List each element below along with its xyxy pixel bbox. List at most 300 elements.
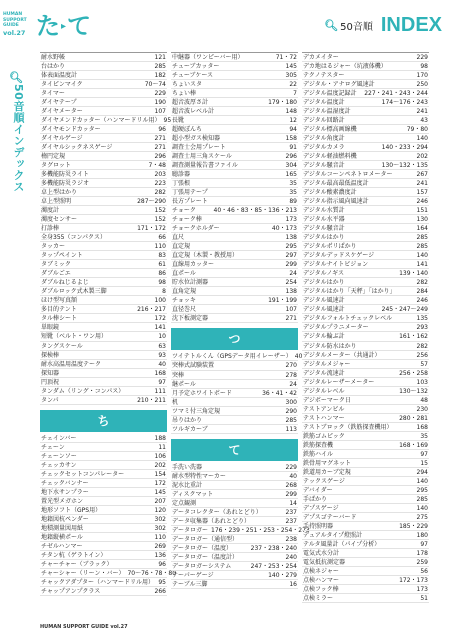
entry-term: デジタル・アナログ風速計 [303,81,375,89]
entry-term: 中継器（ワンピーバー用） [172,54,244,61]
index-entry [302,567,429,576]
entry-page: 305 [285,72,297,80]
entry-page: 164 [416,225,428,233]
entry-term: ダブルごエ [41,270,71,278]
index-entry [302,513,429,522]
entry-term: データロガー（通信型） [172,535,239,543]
index-entry [40,560,167,569]
entry-term: 多機能防災ラジオ [41,180,90,188]
index-entry [40,152,167,161]
entry-page: 98 [158,279,166,287]
index-entry [40,71,167,80]
index-entry [171,463,298,472]
side-strip [0,0,36,644]
entry-term: デジタル風速計 [303,306,345,314]
entry-page: 290 [285,407,297,415]
section-te-header: て [171,439,298,461]
index-entry [302,251,429,260]
index-entry [40,233,167,242]
index-column-1 [40,52,177,596]
entry-term: デジタル風速計 [303,297,345,305]
index-entry [40,332,167,341]
entry-page: 130〜132 [399,387,428,395]
index-entry [302,62,429,71]
entry-page: 140・279 [268,571,297,579]
entry-term: デジタル角度計 [303,135,345,143]
entry-page: 161・162 [399,333,428,341]
entry-page: 138 [285,234,297,242]
index-entry [40,116,172,125]
entry-term: 聴診器 [172,171,191,179]
index-entry [40,215,167,224]
index-entry [40,578,167,587]
magnifier-icon: 🔍︎ [324,18,339,32]
index-entry [40,89,167,98]
index-entry [302,287,429,296]
entry-page: 202 [416,153,428,161]
entry-page: 210・211 [137,396,166,404]
entry-term: デジタルデッドスケゲージ [303,252,375,260]
index-entry [302,197,429,206]
index-entry [40,278,167,287]
index-entry [171,425,298,434]
entry-term: テーパーゲージ [172,571,214,579]
entry-term: ちょいスタ [172,81,203,89]
entry-term: 直定規 [172,243,191,251]
entry-page: 247・253・254 [250,562,297,570]
entry-page: 168・169 [399,441,428,449]
entry-page: 246 [416,198,428,206]
index-entry [171,152,298,161]
index-entry [302,116,429,125]
entry-page: 230 [416,405,428,413]
entry-term: 長方プレート [172,198,208,206]
index-entry [40,251,167,260]
entry-page: 40 [294,353,303,361]
entry-term: チタン杭（ゲラトイン） [41,551,107,559]
index-entry [171,571,298,580]
index-entry [171,242,298,251]
entry-term: 直線用カッター [172,261,214,269]
entry-term: デジタルはかり [303,234,345,242]
entry-term: テーブル三脚 [172,580,208,588]
index-entry [302,378,429,387]
entry-term: 調査士用三角スケール [172,153,232,161]
entry-page: 111 [154,387,166,395]
entry-page: 135 [416,315,428,323]
entry-term: デジタルコーンペネトロメーター [303,171,393,179]
entry-term: 吊りはかり [172,416,203,424]
entry-page: 237・238・240 [250,544,297,552]
entry-page: 229 [285,463,297,471]
entry-page: 259 [416,558,428,566]
entry-page: 14 [289,499,297,507]
entry-term: チョークホルダー [172,225,220,233]
entry-term: ダブルねじるよじ [41,279,89,287]
entry-term: 月予定ホワイトボード [172,389,232,397]
entry-term: ツイテトルくん（GPSデータ用イレーザー） [172,353,292,361]
entry-term: 電気抵抗測定器 [303,558,346,566]
index-entry [302,342,429,351]
index-entry [40,197,167,206]
entry-page: 43 [420,117,428,125]
entry-page: 66 [158,234,166,242]
entry-term: 直径巻尺 [172,306,197,314]
index-entry [171,407,298,416]
entry-page: 70〜76・78・80 [127,569,177,577]
index-entry [40,323,167,332]
entry-term: デプスゴテーバード [303,513,357,521]
index-entry [171,134,298,143]
brand-line1: HUMAN [3,12,23,17]
index-entry [171,170,298,179]
entry-term: デジタル温度記録計 [303,90,357,98]
index-entry [171,389,298,398]
entry-term: タル棒シート [41,315,78,323]
entry-page: 267 [416,171,428,179]
entry-term: チョーク [172,207,196,215]
entry-page: 285 [416,495,428,503]
entry-page: 57 [420,360,428,368]
entry-term: 濁度センサー [41,216,78,224]
index-entry [40,569,177,578]
index-entry [302,179,429,188]
entry-term: デプスゲージ [303,504,339,512]
entry-page: 106 [154,452,166,460]
index-entry [40,188,167,197]
entry-page: 296 [285,153,297,161]
index-entry [40,179,167,188]
index-entry [302,369,429,378]
entry-term: デジタルメーター（共通計） [303,351,381,359]
index-entry [171,526,310,535]
entry-term: テクノテスター [303,72,345,80]
entry-page: 179・180 [268,99,297,107]
entry-page: 107 [154,108,166,116]
entry-page: 178 [416,549,428,557]
index-entry [302,188,429,197]
index-entry [171,233,298,242]
entry-term: 点検フック棒 [303,585,339,593]
index-entry [302,351,429,360]
entry-term: デジタル指示風向風速計 [303,198,369,206]
entry-term: デジタルポリぱかり [303,243,357,251]
entry-page: 271 [285,315,297,323]
entry-page: 97 [420,540,428,548]
index-entry [171,161,298,170]
entry-page: 35 [420,432,428,440]
entry-term: ダイヤルシックネスゲージ [41,144,113,152]
entry-page: 241 [416,180,428,188]
entry-page: 113 [285,425,297,433]
index-entry [40,488,167,497]
index-entry [40,62,167,71]
entry-page: 173 [285,216,297,224]
entry-page: 61 [158,261,166,269]
entry-term: ディスクマット [172,490,214,498]
index-entry [171,269,298,278]
entry-term: データロガーシステム [172,562,232,570]
index-entry [171,553,298,562]
index-entry [40,369,167,378]
index-entry [171,544,298,553]
entry-term: テストハンマー [303,414,345,422]
entry-page: 250 [416,81,428,89]
entry-term: タンダム（リング・コンパス） [41,387,125,395]
entry-page: 256 [416,351,428,359]
entry-page: 89 [289,198,297,206]
index-entry [171,361,298,370]
index-title: INDEX [380,13,442,36]
entry-term: チューブケース [172,72,214,80]
index-entry [40,224,167,233]
entry-page: 285 [154,63,166,71]
entry-page: 51 [420,594,428,602]
entry-term: 調査測量報告書ファイル [172,162,238,170]
entry-term: 探知器 [41,369,60,377]
entry-term: 超音波レベル計 [172,108,215,116]
index-entry [302,170,429,179]
index-entry [171,398,298,407]
entry-term: デジタル回路計 [303,117,345,125]
entry-page: 223 [154,180,166,188]
entry-page: 110 [154,533,166,541]
index-entry [40,524,167,533]
index-entry [302,504,429,513]
entry-page: 246 [416,297,428,305]
entry-page: 284 [416,288,428,296]
entry-page: 15 [420,459,428,467]
entry-page: 271 [154,135,166,143]
entry-term: 突棒式試験装置 [172,362,215,370]
index-entry [171,305,298,314]
brand-line3: GUIDE [3,23,19,28]
entry-page: 229 [154,90,166,98]
entry-term: 手ぱかり [303,495,328,503]
entry-term: 直ポール [172,270,196,278]
entry-page: 141 [154,324,166,332]
entry-page: 256・258 [399,369,428,377]
index-entry [171,107,298,116]
index-entry [171,80,298,89]
entry-term: タングスケール [41,342,83,350]
entry-page: 95 [158,578,166,586]
index-entry [40,260,167,269]
entry-page: 93 [158,351,166,359]
entry-term: チェインバー [41,434,77,442]
entry-page: 168 [154,369,166,377]
entry-term: デカメイター [303,54,339,61]
entry-term: 鉄道用カーブ定規 [303,468,351,476]
entry-term: チョーク棒 [172,216,202,224]
entry-page: 7・48 [148,162,166,170]
entry-page: 285 [416,234,428,242]
entry-page: 16 [289,580,297,588]
index-entry [302,143,429,152]
entry-page: 24 [289,270,297,278]
index-entry [40,296,167,305]
index-entry [171,580,298,589]
index-entry [171,517,298,526]
entry-page: 36・41・42 [262,389,297,397]
entry-page: 7 [293,90,297,98]
index-entry [40,378,167,387]
entry-page: 11 [158,443,166,451]
entry-page: 172 [154,479,166,487]
index-entry [302,161,429,170]
index-entry [302,278,429,287]
entry-page: 285 [285,416,297,424]
entry-term: チャックアダプター（ハンマードリル用） [41,578,154,586]
index-entry [40,506,167,515]
entry-page: 103 [416,378,428,386]
entry-term: チャップアンプクラス [41,587,101,595]
entry-term: 地形ソフト（GPS用） [41,506,102,514]
brand-vol: vol.27 [3,28,26,37]
index-entry [40,125,167,134]
index-entry [302,450,429,459]
entry-term: 打診棒 [41,225,60,233]
index-entry [40,533,167,542]
entry-page: 294 [416,468,428,476]
entry-term: デジタル最高最低温度計 [303,180,369,188]
section-heading [36,13,92,40]
index-entry [302,125,429,134]
entry-term: タグロット [41,162,71,170]
index-entry [171,481,298,490]
entry-page: 152 [154,207,166,215]
index-entry [171,179,298,188]
entry-term: 円頂祝 [41,378,60,386]
index-entry [302,215,429,224]
index-entry [302,296,429,305]
index-entry [302,387,429,396]
entry-page: 266 [154,587,166,595]
entry-term: 電気式水分計 [303,549,340,557]
entry-page: 40・173 [271,225,297,233]
entry-page: 121 [154,54,166,61]
entry-term: デジタルプラニメーター [303,324,369,332]
index-entry [171,508,298,517]
entry-term: ダブルロック式木製三脚 [41,288,107,296]
brand-mark [3,12,27,37]
entry-page: 287〜290 [137,198,166,206]
entry-term: 単眼鏡 [41,324,60,332]
entry-term: 机 [172,398,179,406]
index-header [324,14,442,36]
entry-page: 98 [420,63,428,71]
entry-term: デジタル防水はかり [303,342,357,350]
entry-term: データロガー（温度計） [172,553,239,561]
index-entry [171,472,298,481]
entry-page: 270 [285,362,297,370]
entry-term: 手持照明器 [303,522,334,530]
entry-page: 10 [158,333,166,341]
index-entry [40,161,167,170]
entry-term: 直尺 [172,234,185,242]
side-title: 50音順インデックス [12,84,25,193]
index-entry [171,380,298,389]
index-entry [171,490,298,499]
index-entry [40,80,167,89]
entry-term: ツルギカーブ [172,425,208,433]
entry-term: テルタ風量計（パイプ分析） [303,540,381,548]
index-entry [171,89,298,98]
entry-page: 83 [158,252,166,260]
index-entry [302,531,429,540]
entry-term: デジタルフォルトチェックレベル [303,315,393,323]
index-entry [171,98,298,107]
entry-term: 定点観測 [172,499,197,507]
entry-page: 70〜74 [144,81,166,89]
entry-term: データロガー（温度） [172,544,233,552]
entry-page: 107 [285,306,297,314]
index-entry [302,206,429,215]
index-entry [40,360,167,369]
entry-page: 151 [416,207,428,215]
index-entry [171,53,298,62]
entry-term: デジタル温湿度計 [303,108,351,116]
entry-term: 泥水比重計 [172,481,203,489]
entry-page: 269 [154,542,166,550]
index-entry [40,53,167,62]
entry-term: 手洗い洗器 [172,463,203,471]
entry-term: デジタル標高画線機 [303,126,357,134]
entry-page: 154 [154,470,166,478]
entry-term: デュアルタイプ燈照計 [303,531,363,539]
entry-page: 40 [289,472,297,480]
entry-page: 12 [289,117,297,125]
entry-page: 185・229 [399,522,428,530]
entry-term: 置光型メガホン [41,497,84,505]
section-tsu-header: つ [171,328,298,350]
index-entry [302,585,429,594]
entry-page: 140 [416,252,428,260]
entry-term: 地籍縦横ポール [41,533,83,541]
entry-term: デジタル水平器 [303,216,345,224]
index-entry [302,260,429,269]
index-entry [171,197,298,206]
index-entry [302,332,429,341]
entry-term: 鉄筋ゴムピック [303,432,345,440]
index-entry [302,432,429,441]
index-entry [302,423,429,432]
entry-term: 耐水野帳 [41,54,66,61]
entry-term: ダイヤモンドカッター [41,126,101,134]
index-entry [302,134,429,143]
index-entry [171,314,298,323]
entry-page: 140・233・294 [381,144,428,152]
entry-page: 202 [154,461,166,469]
entry-term: 直定規（木製・教授用） [172,252,239,260]
index-entry [302,576,429,585]
entry-page: 180 [416,531,428,539]
entry-term: デジタルレベル [303,387,345,395]
entry-page: 238 [285,535,297,543]
entry-term: 探検棒 [41,351,60,359]
entry-page: 304 [285,162,297,170]
entry-page: 282 [416,279,428,287]
entry-term: 点検ネジャー [303,567,339,575]
index-entry [302,468,429,477]
entry-term: 点検ハンマー [303,576,340,584]
entry-page: 275 [416,513,428,521]
entry-page: 22 [289,81,297,89]
entry-page: 165 [285,171,297,179]
entry-page: 96 [158,126,166,134]
entry-page: 245・247〜249 [381,306,428,314]
entry-page: 148 [285,108,297,116]
